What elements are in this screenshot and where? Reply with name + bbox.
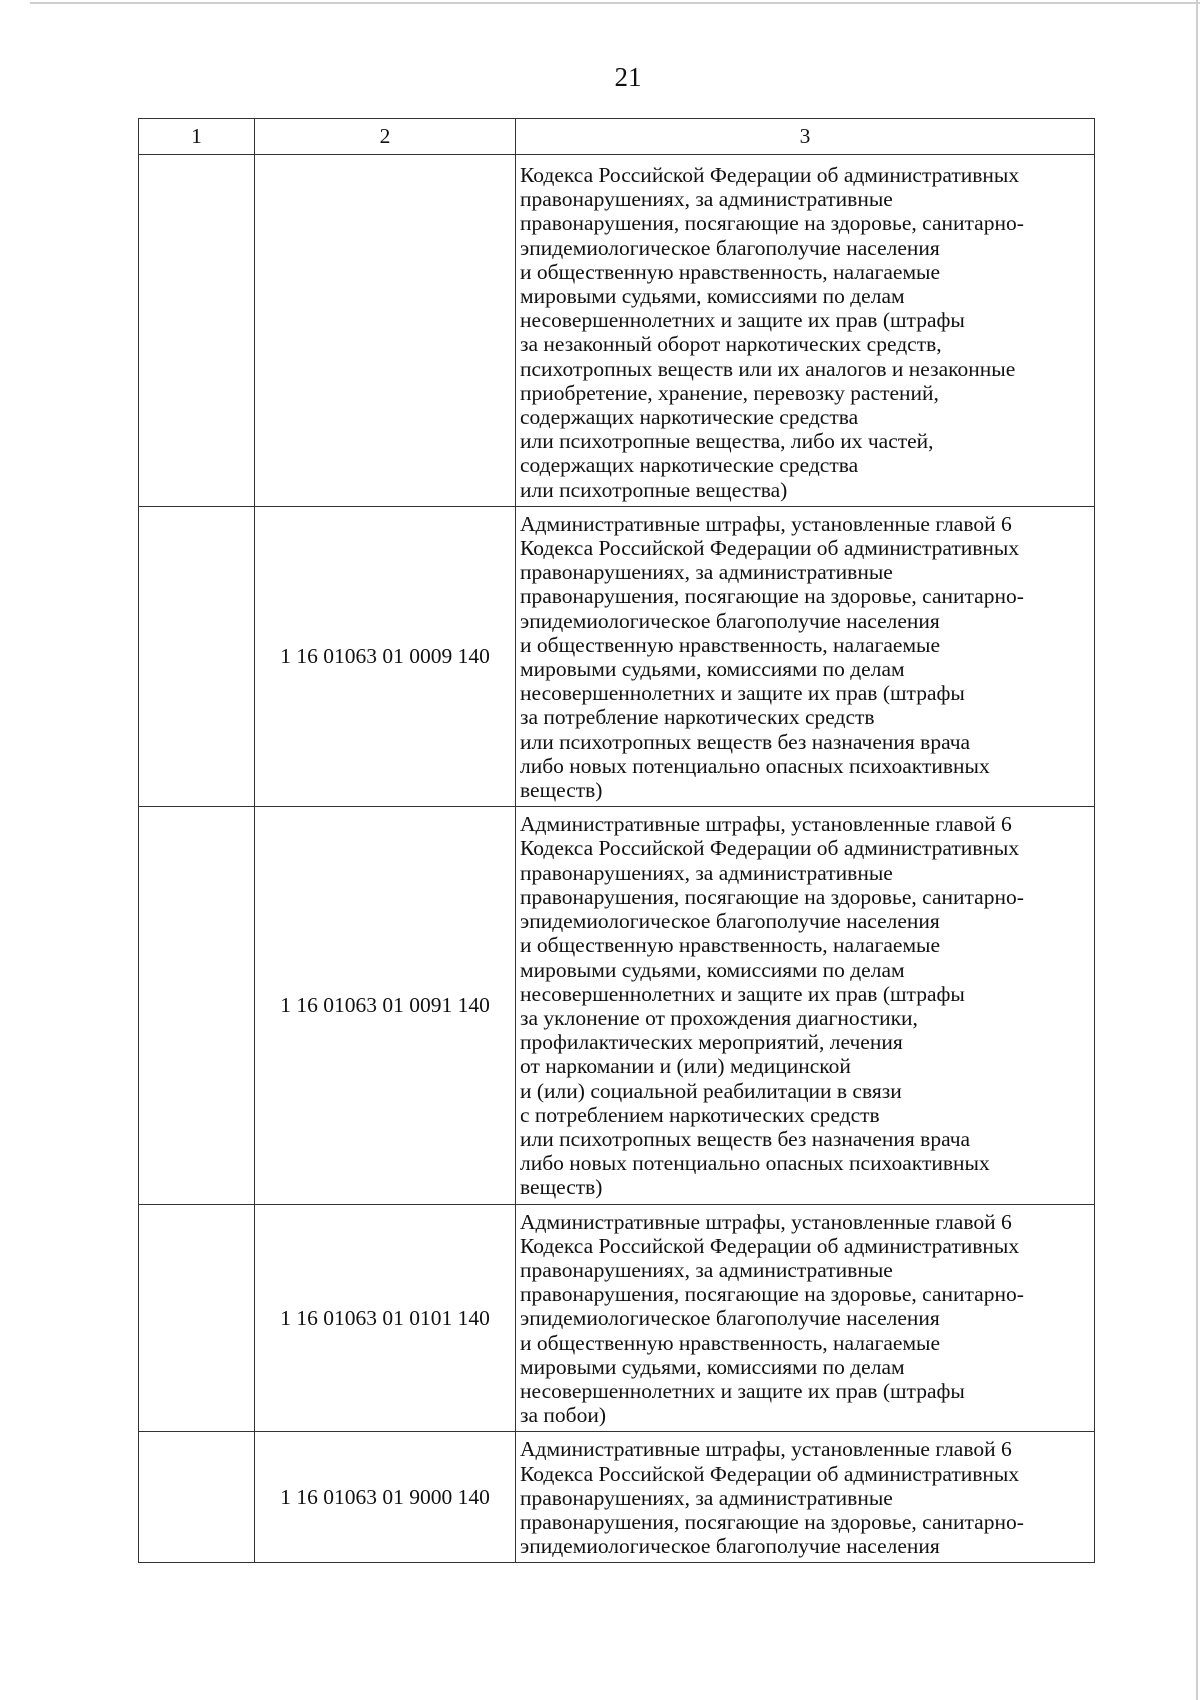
description-cell: Административные штрафы, установленные главой 6 Кодекса Российской Федерации об административных правонарушениях, за административные правонарушения, посягающие на здоровье, санитарно- эпидемиологическое благополучие населения и общественную нравственность, налагаемые мировыми судьями, комиссиями по делам несовершеннолетних и защите их прав (штрафы за побои)	[516, 1204, 1095, 1432]
budget-code-cell: 1 16 01063 01 0009 140	[255, 506, 516, 806]
column-header-3: 3	[516, 119, 1095, 155]
table-row	[139, 1432, 1095, 1563]
table-row	[139, 807, 1095, 1204]
column-header-1: 1	[139, 119, 255, 155]
table-row	[139, 1204, 1095, 1432]
description-cell: Административные штрафы, установленные главой 6 Кодекса Российской Федерации об административных правонарушениях, за административные правонарушения, посягающие на здоровье, санитарно- эпидемиологическое благополучие населения	[516, 1432, 1095, 1563]
budget-code-cell: 1 16 01063 01 0101 140	[255, 1204, 516, 1432]
table-header-row	[139, 119, 1095, 155]
column-header-2: 2	[255, 119, 516, 155]
table-row	[139, 506, 1095, 806]
row-col1-cell	[139, 1204, 255, 1432]
description-cell: Кодекса Российской Федерации об административных правонарушениях, за административные правонарушения, посягающие на здоровье, санитарно- эпидемиологическое благополучие населения и общественную нравственность, налагаемые мировыми судьями, комиссиями по делам несовершеннолетних и защите их прав (штрафы за незаконный оборот наркотических средств, психотропных веществ или их аналогов и незаконные приобретение, хранение, перевозку растений, содержащих наркотические средства или психотропные вещества, либо их частей, содержащих наркотические средства или психотропные вещества)	[516, 155, 1095, 507]
table-row	[139, 155, 1095, 507]
budget-codes-table	[138, 118, 1095, 1563]
description-cell: Административные штрафы, установленные главой 6 Кодекса Российской Федерации об административных правонарушениях, за административные правонарушения, посягающие на здоровье, санитарно- эпидемиологическое благополучие населения и общественную нравственность, налагаемые мировыми судьями, комиссиями по делам несовершеннолетних и защите их прав (штрафы за потребление наркотических средств или психотропных веществ без назначения врача либо новых потенциально опасных психоактивных веществ)	[516, 506, 1095, 806]
description-cell: Административные штрафы, установленные главой 6 Кодекса Российской Федерации об административных правонарушениях, за административные правонарушения, посягающие на здоровье, санитарно- эпидемиологическое благополучие населения и общественную нравственность, налагаемые мировыми судьями, комиссиями по делам несовершеннолетних и защите их прав (штрафы за уклонение от прохождения диагностики, профилактических мероприятий, лечения от наркомании и (или) медицинской и (или) социальной реабилитации в связи с потреблением наркотических средств или психотропных веществ без назначения врача либо новых потенциально опасных психоактивных веществ)	[516, 807, 1095, 1204]
row-col1-cell	[139, 506, 255, 806]
scan-edge-top	[30, 2, 1200, 4]
row-col1-cell	[139, 155, 255, 507]
budget-code-cell	[255, 155, 516, 507]
budget-code-cell: 1 16 01063 01 9000 140	[255, 1432, 516, 1563]
row-col1-cell	[139, 1432, 255, 1563]
row-col1-cell	[139, 807, 255, 1204]
scan-edge-right	[1196, 0, 1198, 1700]
page-number: 21	[614, 62, 642, 92]
budget-code-cell: 1 16 01063 01 0091 140	[255, 807, 516, 1204]
